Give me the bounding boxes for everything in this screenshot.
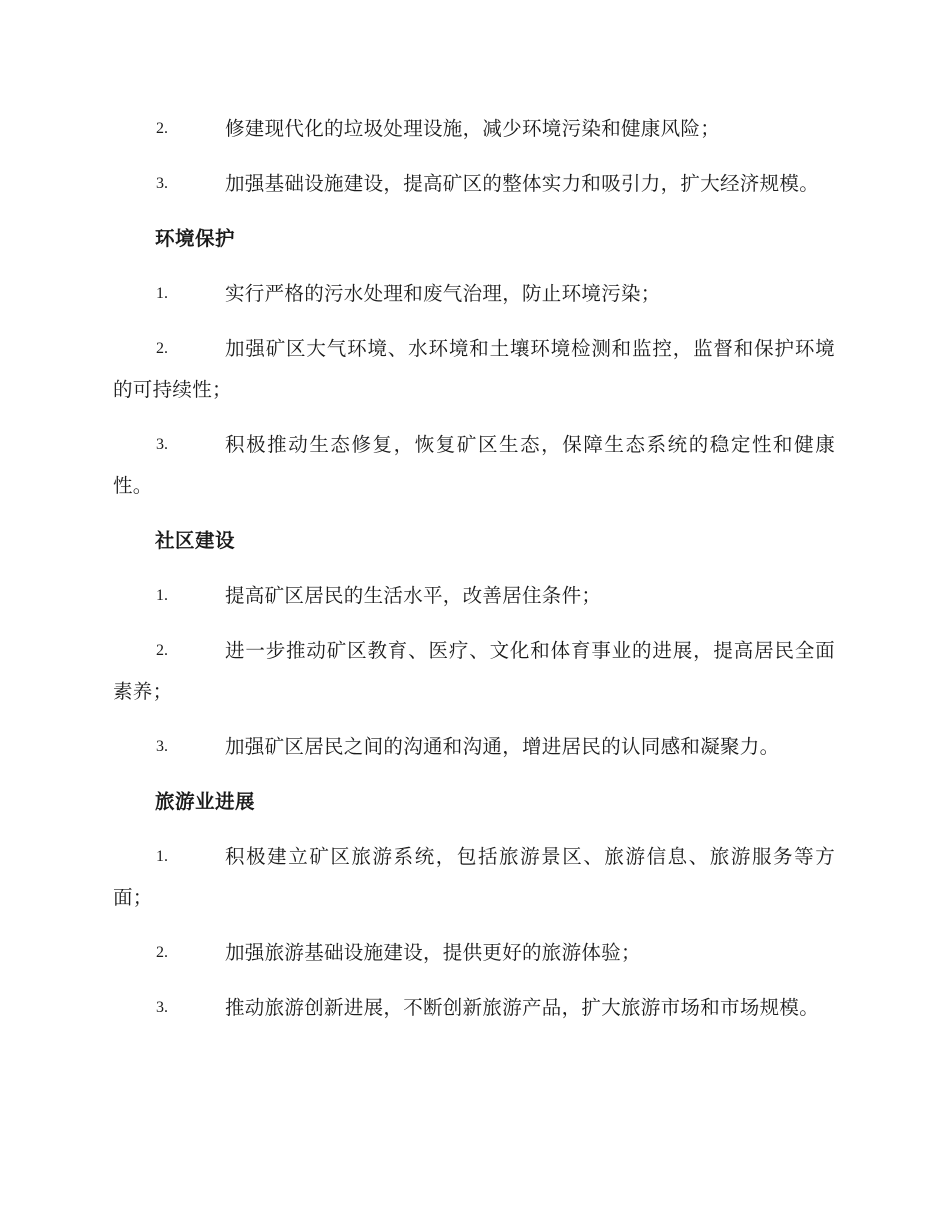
- list-item-text: 加强旅游基础设施建设，提供更好的旅游体验；: [225, 941, 641, 964]
- list-item-number: 2.: [156, 642, 168, 659]
- list-item-number: 2.: [156, 340, 168, 357]
- section-heading-environment: 环境保护: [155, 227, 236, 250]
- list-item-text: 加强基础设施建设，提高矿区的整体实力和吸引力，扩大经济规模。: [225, 172, 820, 195]
- list-item-text: 修建现代化的垃圾处理设施，减少环境污染和健康风险；: [225, 117, 721, 140]
- list-item-text: 实行严格的污水处理和废气治理，防止环境污染；: [225, 282, 661, 305]
- list-item: [113, 630, 835, 712]
- list-item: [113, 987, 835, 1028]
- list-item-number: 2.: [156, 944, 168, 961]
- list-item-number: 3.: [156, 999, 168, 1016]
- list-item-text: 加强矿区居民之间的沟通和沟通，增进居民的认同感和凝聚力。: [225, 735, 780, 758]
- list-item: [113, 575, 835, 616]
- list-item-text: 推动旅游创新进展，不断创新旅游产品，扩大旅游市场和市场规模。: [225, 996, 820, 1019]
- list-item: [113, 273, 835, 314]
- document-body: [113, 108, 835, 1042]
- list-item: [113, 163, 835, 204]
- list-item-number: 1.: [156, 848, 168, 865]
- list-item-text: 积极推动生态修复，恢复矿区生态，保障生态系统的稳定性和健康性。: [113, 433, 835, 497]
- list-item-number: 3.: [156, 738, 168, 755]
- list-item-number: 3.: [156, 175, 168, 192]
- list-item: [113, 726, 835, 767]
- list-item: [113, 836, 835, 918]
- list-item: [113, 328, 835, 410]
- list-item-number: 1.: [156, 285, 168, 302]
- list-item-text: 加强矿区大气环境、水环境和土壤环境检测和监控，监督和保护环境的可持续性；: [113, 337, 835, 401]
- list-item: [113, 424, 835, 506]
- section-heading-tourism: 旅游业进展: [155, 790, 256, 813]
- list-item-text: 积极建立矿区旅游系统，包括旅游景区、旅游信息、旅游服务等方面；: [113, 845, 835, 909]
- list-item-text: 提高矿区居民的生活水平，改善居住条件；: [225, 584, 602, 607]
- list-item: [113, 932, 835, 973]
- list-item-number: 3.: [156, 436, 168, 453]
- list-item-number: 1.: [156, 587, 168, 604]
- list-item: [113, 108, 835, 149]
- list-item-number: 2.: [156, 120, 168, 137]
- list-item-text: 进一步推动矿区教育、医疗、文化和体育事业的进展，提高居民全面素养；: [113, 639, 835, 703]
- section-heading-community: 社区建设: [155, 529, 236, 552]
